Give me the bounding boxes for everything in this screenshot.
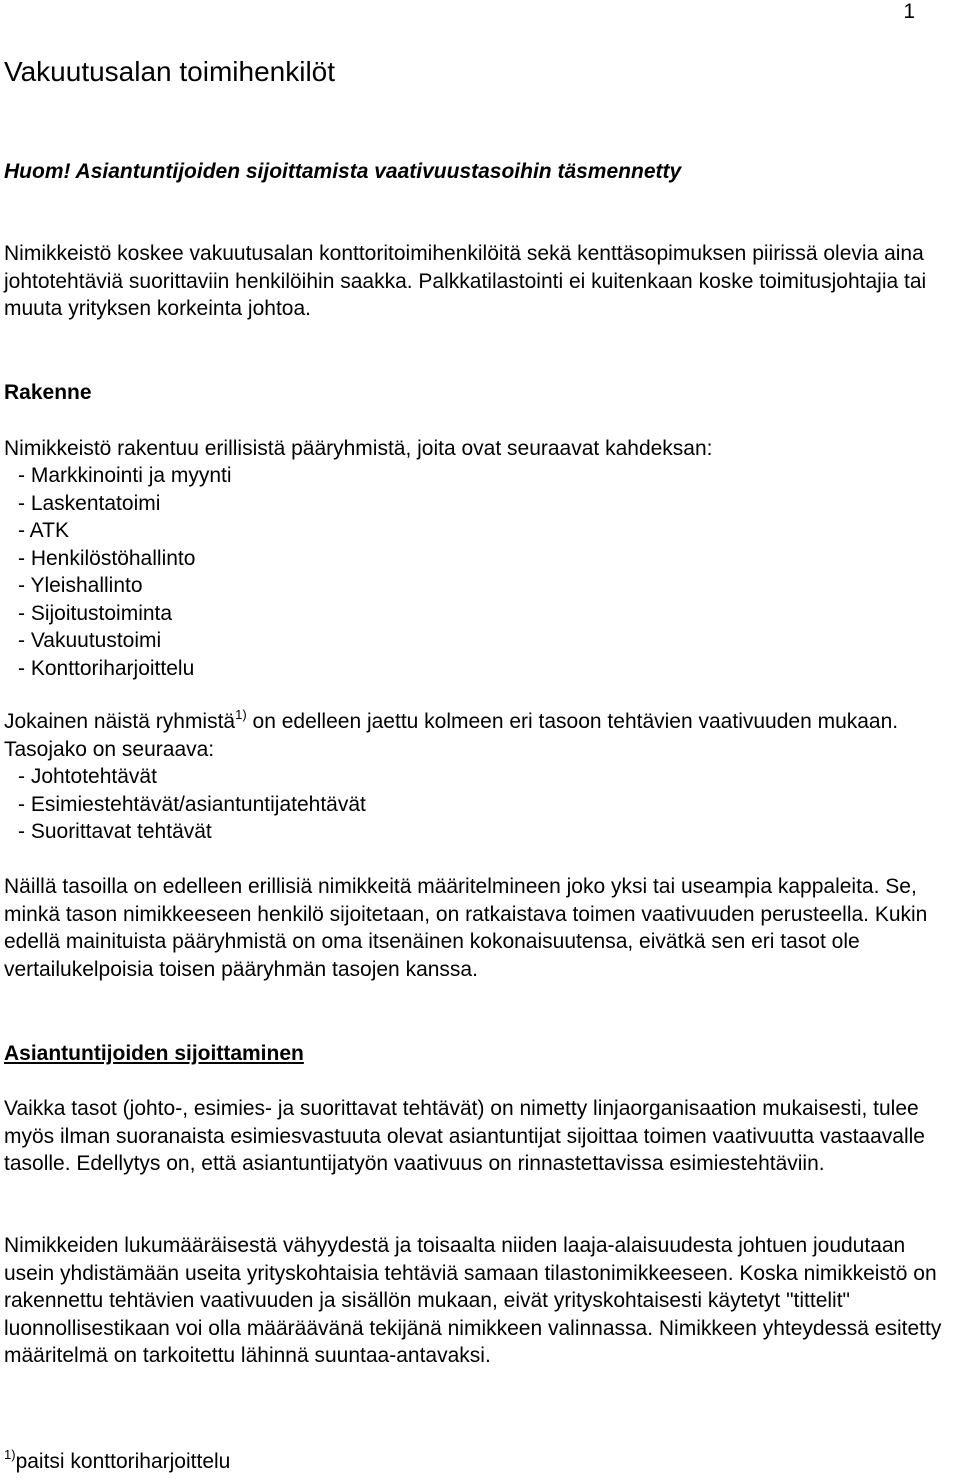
list-item: - Suorittavat tehtävät [4,818,366,846]
list-item: - Sijoitustoiminta [4,600,232,628]
list-item: - Vakuutustoimi [4,627,232,655]
list-item: - Johtotehtävät [4,763,366,791]
footnote-text: paitsi konttoriharjoittelu [15,1450,231,1473]
list-item: - Henkilöstöhallinto [4,545,232,573]
levels-lead [4,708,954,763]
footnote [4,1448,230,1476]
list-item: - Laskentatoimi [4,490,232,518]
asiantuntijat-paragraph-1: Vaikka tasot (johto-, esimies- ja suorittavat tehtävät) on nimetty linjaorganisaation mukaisesti, tulee myös ilman suoranaista esimiesvastuuta olevat asiantuntijat sijoittaa toimen vaativuutta vastaavalle tasolle. Edellytys on, että asiantuntijatyön vaativuus on rinnastettavissa esimiestehtäviin. [4,1097,925,1175]
levels-lead-rest: on edelleen jaettu kolmeen eri tasoon tehtävien vaativuuden mukaan. Tasojako on seuraava: [4,710,899,761]
list-item: - Esimiestehtävät/asiantuntijatehtävät [4,791,366,819]
list-item: - ATK [4,517,232,545]
list-item: - Yleishallinto [4,572,232,600]
intro-paragraph: Nimikkeistö koskee vakuutusalan konttoritoimihenkilöitä sekä kenttäsopimuksen piirissä olevia aina johtotehtäviä suorittaviin henkilöihin saakka. Palkkatilastointi ei kuitenkaan koske toimitusjohtajia tai muuta yrityksen korkeinta johtoa. [4,242,927,320]
levels-lead-text: Jokainen näistä ryhmistä [4,710,236,733]
asiantuntijat-paragraph-2: Nimikkeiden lukumääräisestä vähyydestä ja toisaalta niiden laaja-alaisuudesta johtuen joudutaan usein yhdistämään useita yrityskohtaisia tehtäviä samaan tilastonimikkeeseen. Koska nimikkeistö on rakennettu tehtävien vaativuuden ja sisällön mukaan, eivät yrityskohtaisesti käytetyt "tittelit" luonnollisestikaan voi olla määräävänä tekijänä nimikkeen valinnassa. Nimikkeen yhteydessä esitetty määritelmä on tarkoitettu lähinnä suuntaa-antavaksi. [4,1234,942,1367]
group-list [4,462,232,682]
footnote-ref: 1) [235,707,247,722]
note-line: Huom! Asiantuntijoiden sijoittamista vaativuustasoihin täsmennetty [4,160,682,183]
page-number: 1 [903,0,915,23]
list-item: - Markkinointi ja myynti [4,462,232,490]
level-list [4,763,366,846]
rakenne-closing: Näillä tasoilla on edelleen erillisiä nimikkeitä määritelmineen joko yksi tai useampia kappaleita. Se, minkä tason nimikkeeseen henkilö sijoitetaan, on ratkaistava toimen vaativuuden perusteella. Kukin edellä mainituista pääryhmistä on oma itsenäinen kokonaisuutensa, eivätkä sen eri tasot ole vertailukelpoisia toisen pääryhmän tasojen kanssa. [4,875,928,981]
list-item: - Konttoriharjoittelu [4,655,232,683]
footnote-marker: 1) [4,1447,16,1462]
document-title: Vakuutusalan toimihenkilöt [4,56,336,87]
rakenne-lead: Nimikkeistö rakentuu erillisistä pääryhmistä, joita ovat seuraavat kahdeksan: [4,437,713,460]
asiantuntijat-heading: Asiantuntijoiden sijoittaminen [4,1042,304,1065]
rakenne-heading: Rakenne [4,381,92,404]
